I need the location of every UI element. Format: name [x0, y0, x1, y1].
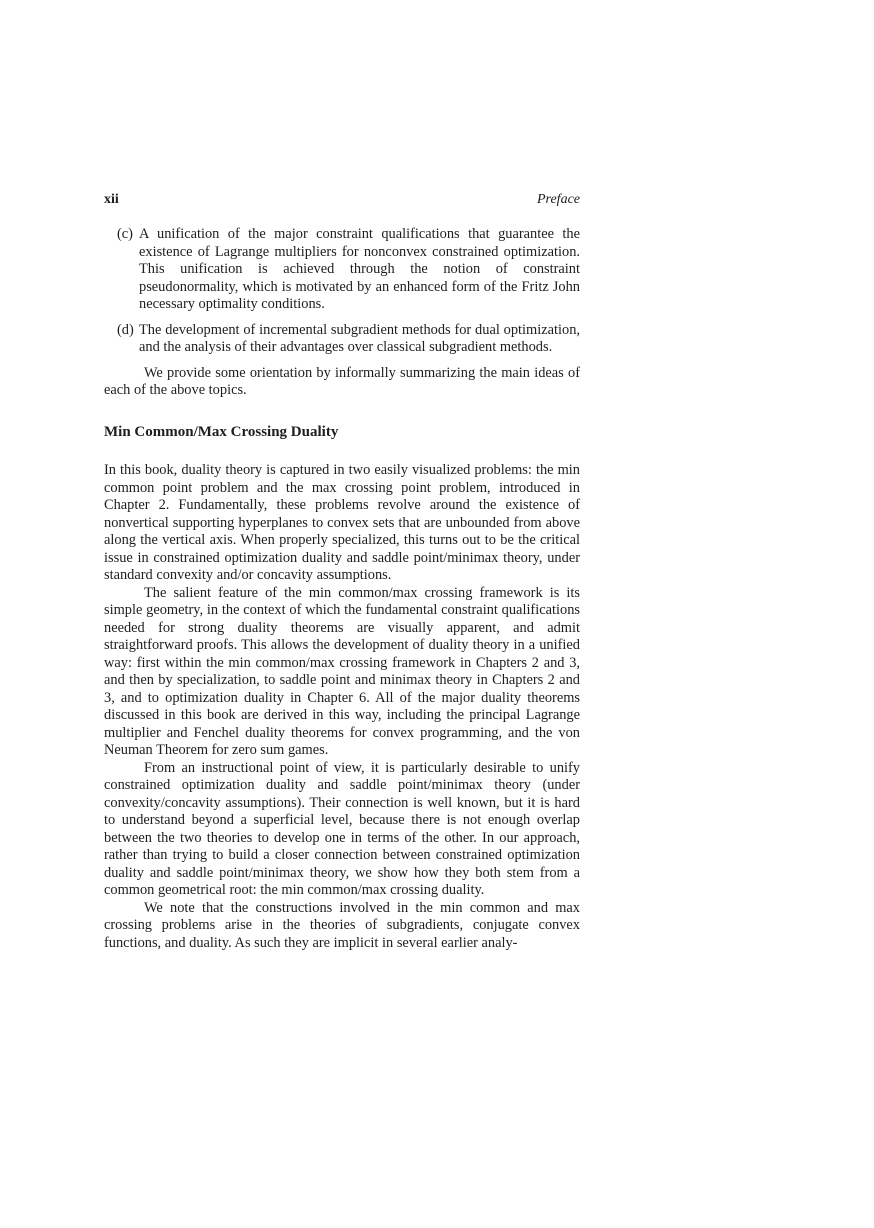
page-number: xii [104, 192, 119, 207]
page-body [104, 226, 580, 952]
list-item [104, 322, 580, 357]
list-item-text: A unification of the major constraint qualifications that guarantee the existence of Lagrange multipliers for nonconvex constrained optimization. This unification is achieved through the notion of constraint pseudonormality, which is motivated by an enhanced form of the Fritz John necessary optimality conditions. [139, 226, 580, 312]
list-item-label: (d) [117, 321, 134, 338]
paragraph: From an instructional point of view, it is particularly desirable to unify constrained optimization duality and saddle point/minimax theory (under convexity/concavity assumptions). Their connection is well known, but it is hard to understand beyond a superficial level, because there is not enough overlap between the two theories to develop one in terms of the other. In our approach, rather than trying to build a closer connection between constrained optimization duality and saddle point/minimax theory, we show how they both stem from a common geometrical root: the min common/max crossing duality. [104, 759, 580, 898]
list-item-label: (c) [117, 226, 133, 242]
list-item [104, 226, 580, 314]
section-heading: Min Common/Max Crossing Duality [104, 423, 339, 440]
paragraph: In this book, duality theory is captured in two easily visualized problems: the min common point problem and the max crossing point problem, introduced in Chapter 2. Fundamentally, these problems revolve around the existence of nonvertical supporting hyperplanes to convex sets that are unbounded from above along the vertical axis. When properly specialized, this turns out to be the critical issue in constrained optimization duality and saddle point/minimax theory, under standard convexity and/or concavity assumptions. [104, 462, 580, 583]
list-item-text: The development of incremental subgradient methods for dual optimization, and the analysis of their advantages over classical subgradient methods. [139, 321, 580, 355]
intro-paragraph: We provide some orientation by informally summarizing the main ideas of each of the above topics. [104, 364, 580, 398]
paragraph: The salient feature of the min common/max crossing framework is its simple geometry, in the context of which the fundamental constraint qualifications needed for strong duality theorems are visually apparent, and admit straightforward proofs. This allows the development of duality theory in a unified way: first within the min common/max crossing framework in Chapters 2 and 3, and then by specialization, to saddle point and minimax theory in Chapters 2 and 3, and to optimization duality in Chapter 6. All of the major duality theorems discussed in this book are derived in this way, including the principal Lagrange multiplier and Fenchel duality theorems for convex programming, and the von Neuman Theorem for zero sum games. [104, 584, 580, 758]
page-header [104, 192, 580, 212]
paragraph: We note that the constructions involved in the min common and max crossing problems arise in the theories of subgradients, conjugate convex functions, and duality. As such they are implicit in several earlier analy- [104, 899, 580, 951]
running-head: Preface [536, 192, 580, 207]
